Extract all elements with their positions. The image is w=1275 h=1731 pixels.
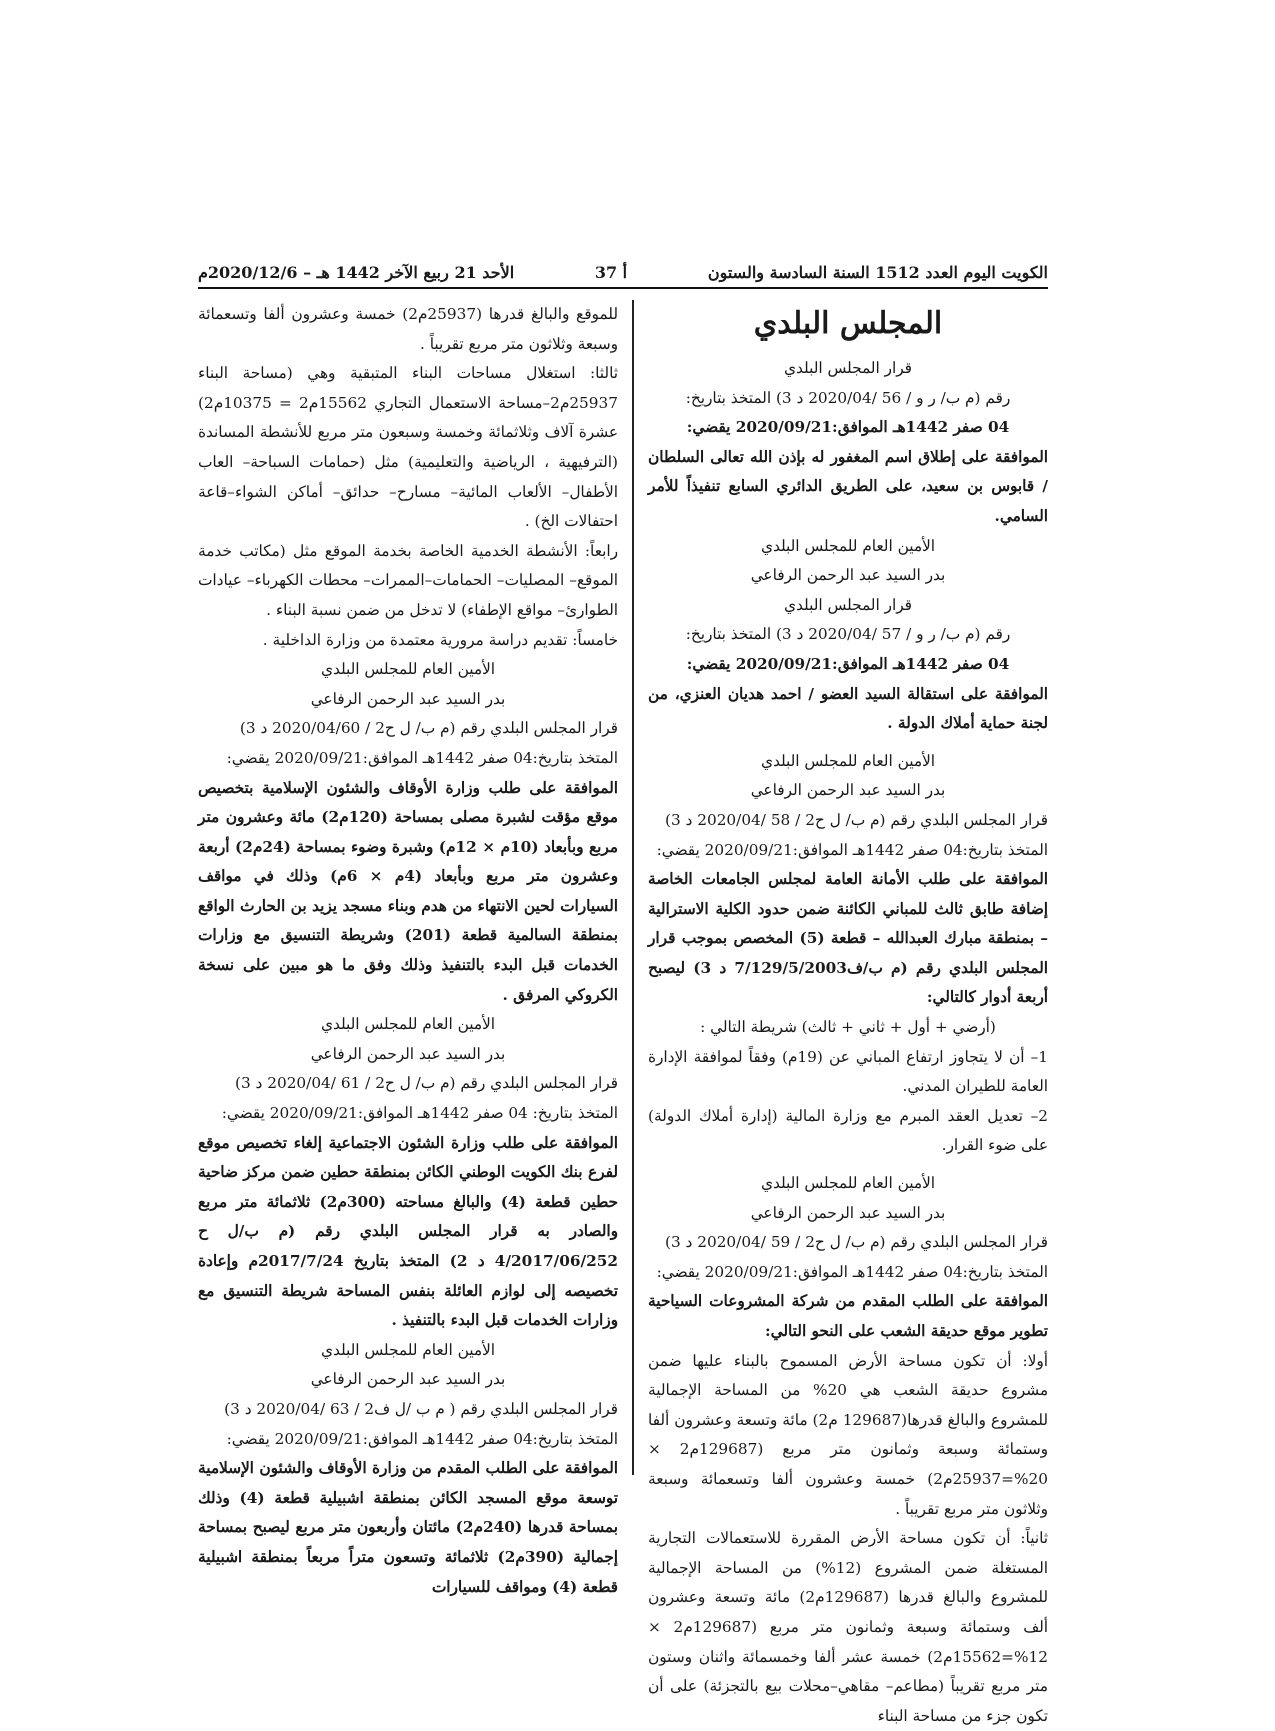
decision-ref: قرار المجلس البلدي رقم (م ب/ ل ح2 / 2020/04/60 د 3) xyxy=(239,719,618,738)
decision-date: المتخذ بتاريخ:04 صفر 1442هـ الموافق:2020/09/21 يقضي: xyxy=(226,1429,618,1448)
decision-body: الموافقة على الطلب المقدم من شركة المشروعات السياحية تطوير موقع حديقة الشعب على النحو التالي: xyxy=(648,1292,1048,1340)
decision-floors: (أرضي + أول + ثاني + ثالث) شريطة التالي : xyxy=(700,1018,996,1037)
decision-body: الموافقة على طلب وزارة الأوقاف والشئون الإسلامية بتخصيص موقع مؤقت لشبرة مصلى بمساحة (120م2) مائة وعشرون متر مربع وبأبعاد (10م × 12م) وشبرة وضوء بمساحة (24م2) أربعة وعشرون متر مربع وبأبعاد (4م × 6م) وذلك في مواقف السيارات لحين الانتهاء من هدم وبناء مسجد يزيد بن الحارث الواقع بمنطقة السالمية قطعة (201) وشريطة التنسيق مع وزارات الخدمات قبل البدء بالتنفيذ وذلك وفق ما هو مبين على نسخة الكروكي المرفق . xyxy=(198,778,619,1004)
decision-date: المتخذ بتاريخ:04 صفر 1442هـ الموافق:2020/09/21 يقضي: xyxy=(656,1262,1048,1281)
decision-57 xyxy=(648,591,1048,806)
page-number: أ 37 xyxy=(594,262,628,282)
signature-name: بدر السيد عبد الرحمن الرفاعي xyxy=(750,1203,946,1222)
decision-ref: رقم (م ب/ ر و / 57 /2020/04 د 3) المتخذ بتاريخ: xyxy=(685,625,1011,644)
decision-ref: قرار المجلس البلدي رقم (م ب/ ل ح2 / 58 /2020/04 د 3) xyxy=(664,810,1048,829)
right-column xyxy=(648,300,1048,1731)
decision-59-continued xyxy=(198,300,618,714)
signature-title: الأمين العام للمجلس البلدي xyxy=(760,1174,936,1193)
header-rule xyxy=(198,287,1048,289)
decision-date: المتخذ بتاريخ: 04 صفر 1442هـ الموافق:2020/09/21 يقضي: xyxy=(221,1104,618,1123)
signature-name: بدر السيد عبد الرحمن الرفاعي xyxy=(310,1044,506,1063)
decision-condition-2: 2– تعديل العقد المبرم مع وزارة المالية (إدارة أملاك الدولة) على ضوء القرار. xyxy=(648,1106,1048,1155)
decision-61 xyxy=(198,1069,618,1395)
decision-ref: قرار المجلس البلدي رقم (م ب/ ل ح2 / 59 /2020/04 د 3) xyxy=(664,1233,1048,1252)
issue-date: الأحد 21 ربيع الآخر 1442 هـ – 2020/12/6م xyxy=(198,262,515,282)
decision-ref: قرار المجلس البلدي رقم (م ب/ ل ح2 / 61 /2020/04 د 3) xyxy=(234,1074,618,1093)
decision-clause-fourth: رابعاً: الأنشطة الخدمية الخاصة بخدمة الموقع مثل (مكاتب خدمة الموقع– المصليات– الحمامات–الممرات– محطات الكهرباء– عيادات الطوارئ– مواقع الإطفاء) لا تدخل من ضمن نسبة البناء . xyxy=(198,541,618,619)
signature-name: بدر السيد عبد الرحمن الرفاعي xyxy=(310,1370,506,1389)
page-header xyxy=(198,258,1048,286)
decision-body: الموافقة على استقالة السيد العضو / احمد هديان العنزي، من لجنة حماية أملاك الدولة . xyxy=(648,684,1048,733)
decision-body: الموافقة على طلب الأمانة العامة لمجلس الجامعات الخاصة إضافة طابق ثالث للمباني الكائنة ضمن حدود الكلية الاسترالية – بمنطقة مبارك العبدالله – قطعة (5) المخصص بموجب قرار المجلس البلدي رقم (م ب/ف7/129/5/2003 د 3) ليصبح أربعة أدوار كالتالي: xyxy=(648,870,1048,1007)
signature-title: الأمين العام للمجلس البلدي xyxy=(320,1340,496,1359)
decision-ref: قرار المجلس البلدي رقم ( م ب /ل ف2 / 63 /2020/04 د 3) xyxy=(224,1399,618,1418)
decision-heading: قرار المجلس البلدي xyxy=(784,359,912,377)
decision-clause-second-end: للموقع والبالغ قدرها (25937م2) خمسة وعشرون ألفا وتسعمائة وسبعة وثلاثون متر مربع تقريباً . xyxy=(198,305,618,353)
decision-body: الموافقة على الطلب المقدم من وزارة الأوقاف والشئون الإسلامية توسعة موقع المسجد الكائن بمنطقة اشبيلية قطعة (4) وذلك بمساحة قدرها (240م2) مائتان وأربعون متر مربع ليصبح بمساحة إجمالية (390م2) ثلاثمائة وتسعون متراً مربعاً بمنطقة اشبيلية قطعة (4) ومواقف للسيارات xyxy=(198,1459,618,1596)
signature-title: الأمين العام للمجلس البلدي xyxy=(320,1015,496,1034)
decision-date: المتخذ بتاريخ:04 صفر 1442هـ الموافق:2020/09/21 يقضي: xyxy=(226,748,618,767)
signature-name: بدر السيد عبد الرحمن الرفاعي xyxy=(750,781,946,800)
decision-clause-first: أولا: أن تكون مساحة الأرض المسموح بالبناء عليها ضمن مشروع حديقة الشعب هي 20% من المساحة الإجمالية للمشروع والبالغ قدرها(129687 م2) مائة وتسعة وعشرون ألفا وستمائة وسبعة وثمانون متر مربع (129687م2 × 20%=25937م2) خمسة وعشرون ألفا وتسعمائة وسبعة وثلاثون متر مربع تقريباً . xyxy=(648,1351,1049,1518)
section-title: المجلس البلدي xyxy=(753,306,943,341)
decision-condition-1: 1– أن لا يتجاوز ارتفاع المباني عن (19م) وفقاً لموافقة الإدارة العامة للطيران المدني. xyxy=(648,1047,1048,1096)
decision-body: الموافقة على طلب وزارة الشئون الاجتماعية إلغاء تخصيص موقع لفرع بنك الكويت الوطني الكائن بمنطقة حطين ضمن مركز ضاحية حطين قطعة (4) والبالغ مساحته (300م2) ثلاثمائة متر مربع والصادر به قرار المجلس البلدي رقم (م ب/ل ح 4/2017/06/252 د 2) المتخذ بتاريخ 2017/7/24م وإعادة تخصيصه إلى لوازم العائلة بنفس المساحة شريطة التنسيق مع وزارات الخدمات قبل البدء بالتنفيذ . xyxy=(198,1133,619,1330)
decision-63 xyxy=(198,1395,618,1602)
decision-date: المتخذ بتاريخ:04 صفر 1442هـ الموافق:2020/09/21 يقضي: xyxy=(656,840,1048,859)
decision-60 xyxy=(198,714,618,1069)
signature-name: بدر السيد عبد الرحمن الرفاعي xyxy=(310,689,506,708)
decision-body: الموافقة على إطلاق اسم المغفور له بإذن الله تعالى السلطان / قابوس بن سعيد، على الطريق الدائري السابع تنفيذاً للأمر السامي. xyxy=(648,447,1048,525)
signature-title: الأمين العام للمجلس البلدي xyxy=(320,660,496,679)
signature-title: الأمين العام للمجلس البلدي xyxy=(760,536,936,555)
signature-name: بدر السيد عبد الرحمن الرفاعي xyxy=(750,566,946,585)
decision-clause-second: ثانياً: أن تكون مساحة الأرض المقررة للاستعمالات التجارية المستغلة ضمن المشروع (12%) من المساحة الإجمالية للمشروع والبالغ قدرها (129687م2) مائة وتسعة وعشرون ألف وستمائة وسبعة وثمانون متر مربع (129687م2 × 12%=15562م2) خمسة عشر ألفا وخمسمائة واثنان وستون متر مربع تقريباً (مطاعم– مقاهي–محلات بيع بالتجزئة) على أن تكون جزء من مساحة البناء xyxy=(648,1529,1048,1725)
decision-clause-third: ثالثا: استغلال مساحات البناء المتبقية وهي (مساحة البناء 25937م2–مساحة الاستعمال التجاري 15562م2 = 10375م2) عشرة آلاف وثلاثمائة وخمسة وسبعون متر مربع للأنشطة المساندة (الترفيهية ، الرياضية والتعليمية) مثل (حمامات السباحة– العاب الأطفال– الألعاب المائية– مسارح– حدائق– أماكن الشواء–قاعة احتفالات الخ) . xyxy=(198,364,618,531)
decision-heading: قرار المجلس البلدي xyxy=(784,595,912,614)
decision-56 xyxy=(648,354,1048,591)
gazette-issue: الكويت اليوم العدد 1512 السنة السادسة والستون xyxy=(707,262,1048,282)
left-column xyxy=(198,300,618,1602)
decision-date: 04 صفر 1442هـ الموافق:2020/09/21 يقضي: xyxy=(686,654,1010,673)
decision-date: 04 صفر 1442هـ الموافق:2020/09/21 يقضي: xyxy=(686,418,1010,437)
column-divider xyxy=(632,300,634,1475)
decision-clause-fifth: خامساً: تقديم دراسة مرورية معتمدة من وزارة الداخلية . xyxy=(262,630,618,649)
signature-title: الأمين العام للمجلس البلدي xyxy=(760,751,936,770)
decision-59 xyxy=(648,1228,1048,1731)
decision-58 xyxy=(648,806,1048,1228)
decision-ref: رقم (م ب/ ر و / 56 /2020/04 د 3) المتخذ بتاريخ: xyxy=(685,388,1011,407)
